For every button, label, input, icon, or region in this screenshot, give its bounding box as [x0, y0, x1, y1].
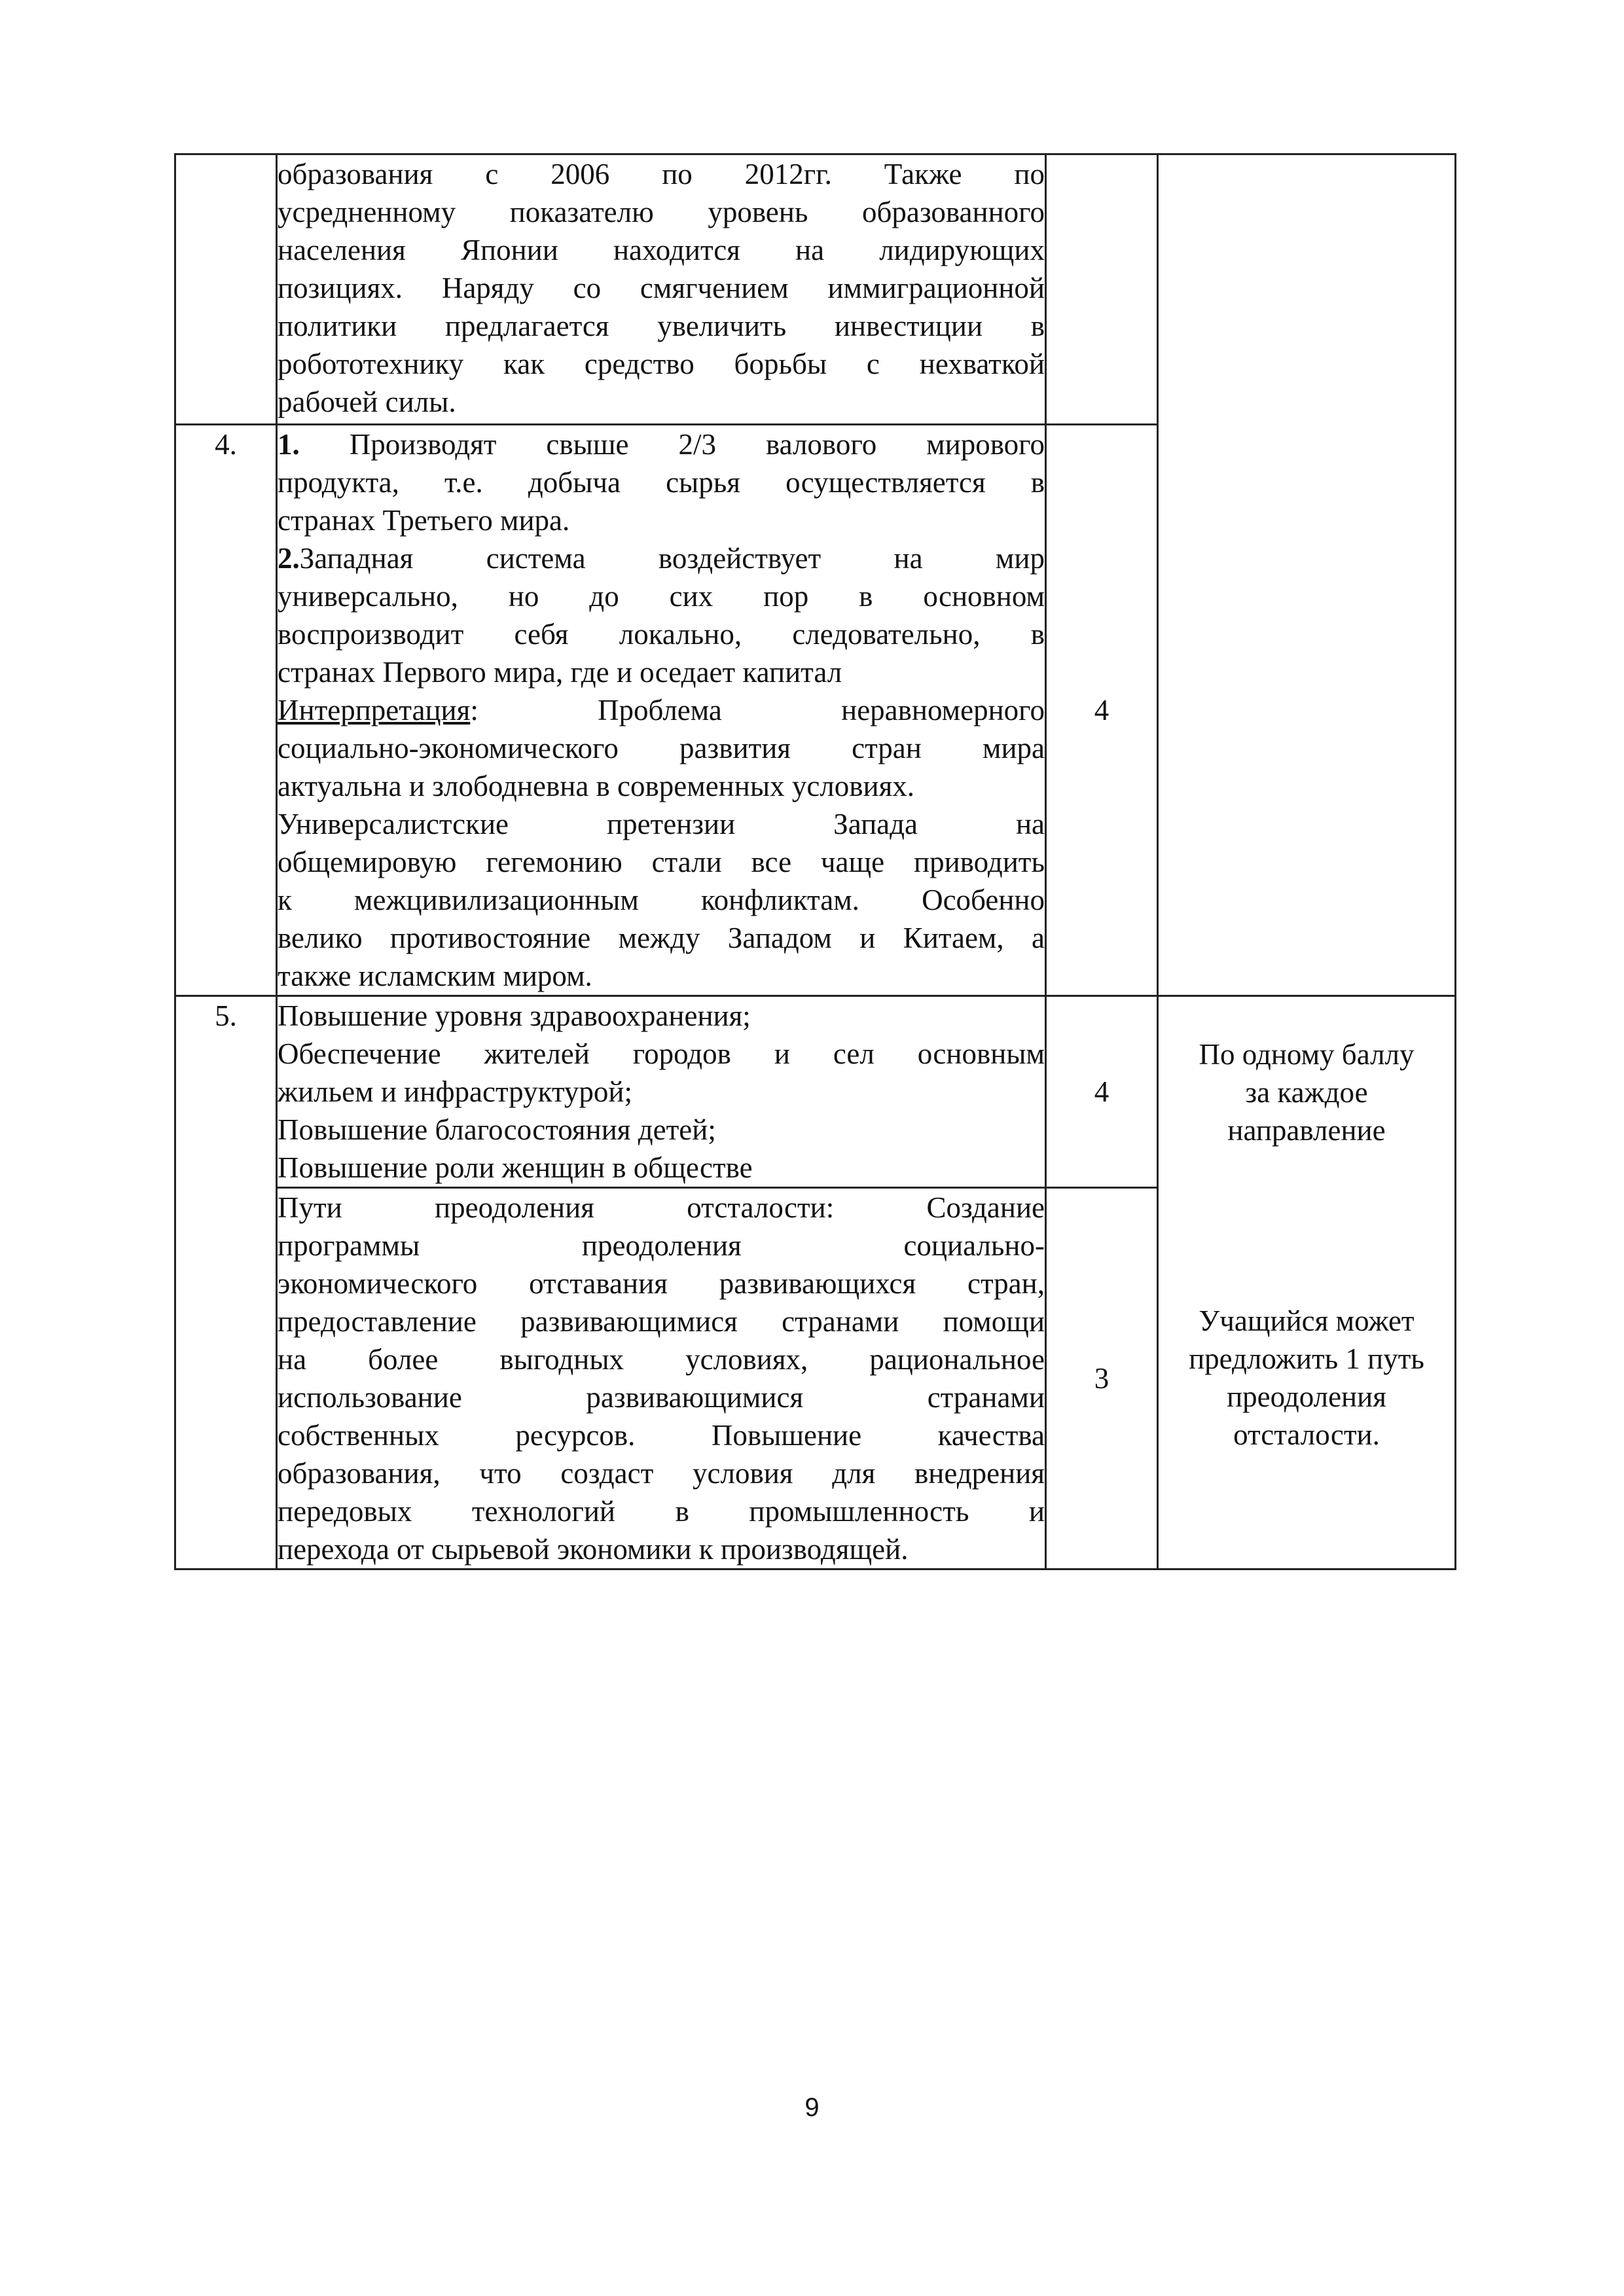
text-line: странах Первого мира, где и оседает капитал: [278, 656, 842, 689]
answer-text-cell: [277, 425, 1046, 996]
text-line: использование развивающимися странами: [278, 1381, 1045, 1414]
item-marker: 2.: [278, 542, 300, 575]
table-row: [175, 996, 1456, 1188]
criteria-line: преодоления: [1227, 1380, 1386, 1414]
text-line: воспроизводит себя локально, следовательно, в: [278, 618, 1045, 651]
text-line: Повышение благосостояния детей;: [278, 1113, 716, 1146]
answer-text-cell: [277, 154, 1046, 425]
row-number-cell: [175, 154, 277, 425]
text-line: населения Японии находится на лидирующих: [278, 234, 1045, 266]
text-line: рабочей силы.: [278, 386, 456, 418]
text-line: робототехнику как средство борьбы с нехваткой: [278, 348, 1045, 380]
points-cell: 4: [1046, 996, 1158, 1188]
text-line: общемировую гегемонию стали все чаще приводить: [278, 846, 1045, 878]
text-line: на более выгодных условиях, рациональное: [278, 1343, 1045, 1376]
text-line: к межцивилизационным конфликтам. Особенно: [278, 884, 1045, 916]
text-line: Повышение уровня здравоохранения;: [278, 999, 751, 1032]
text-line: социально-экономического развития стран мира: [278, 732, 1045, 764]
points-cell: 3: [1046, 1188, 1158, 1570]
text-line: актуальна и злободневна в современных условиях.: [278, 770, 915, 802]
text-line: образования с 2006 по 2012гг. Также по: [278, 158, 1045, 190]
text-line: передовых технологий в промышленность и: [278, 1495, 1045, 1528]
text-line: [278, 539, 1045, 577]
text-line: позициях. Наряду со смягчением иммиграционной: [278, 272, 1045, 304]
criteria-line: По одному баллу: [1199, 1037, 1415, 1071]
text-line: также исламским миром.: [278, 960, 592, 992]
table-row: [175, 1188, 1456, 1570]
text-line: странах Третьего мира.: [278, 504, 570, 537]
grading-table: [174, 153, 1456, 1570]
text-line: [278, 691, 1045, 729]
answer-text-cell: [277, 1188, 1046, 1570]
text-line: универсально, но до сих пор в основном: [278, 580, 1045, 613]
criteria-cell: [1158, 1188, 1456, 1570]
text-line: перехода от сырьевой экономики к производящей.: [278, 1533, 909, 1566]
text-line: политики предлагается увеличить инвестиции в: [278, 310, 1045, 342]
text-line: образования, что создаст условия для внедрения: [278, 1457, 1045, 1490]
page-number: 9: [804, 2093, 820, 2122]
text-line: [278, 425, 1045, 463]
text-line: Универсалистские претензии Запада на: [278, 808, 1045, 840]
criteria-cell: [1158, 154, 1456, 996]
text-fragment: Западная система воздействует на мир: [299, 542, 1045, 575]
text-line: усредненному показателю уровень образованного: [278, 196, 1045, 228]
text-line: собственных ресурсов. Повышение качества: [278, 1419, 1045, 1452]
row-number-cell: 5.: [175, 996, 277, 1570]
text-line: Повышение роли женщин в обществе: [278, 1151, 753, 1184]
text-line: велико противостояние между Западом и Китаем, а: [278, 922, 1045, 954]
text-line: экономического отставания развивающихся стран,: [278, 1267, 1045, 1300]
points-cell: [1046, 154, 1158, 425]
text-line: Обеспечение жителей городов и сел основным: [278, 1037, 1045, 1070]
row-number-cell: 4.: [175, 425, 277, 996]
text-line: продукта, т.е. добыча сырья осуществляется в: [278, 466, 1045, 499]
criteria-line: отсталости.: [1233, 1418, 1380, 1452]
text-line: предоставление развивающимися странами помощи: [278, 1305, 1045, 1338]
interpretation-label: Интерпретация: [278, 694, 471, 726]
criteria-line: предложить 1 путь: [1189, 1342, 1424, 1376]
text-line: Пути преодоления отсталости: Создание: [278, 1191, 1045, 1224]
answer-text-cell: [277, 996, 1046, 1188]
text-line: программы преодоления социально-: [278, 1229, 1045, 1262]
text-fragment: : Проблема неравномерного: [470, 694, 1045, 726]
criteria-line: Учащийся может: [1199, 1304, 1415, 1338]
text-line: жильем и инфраструктурой;: [278, 1075, 632, 1108]
table-row: [175, 154, 1456, 425]
points-cell: 4: [1046, 425, 1158, 996]
criteria-line: направление: [1227, 1113, 1386, 1147]
text-fragment: Производят свыше 2/3 валового мирового: [299, 428, 1045, 461]
criteria-cell: [1158, 996, 1456, 1188]
criteria-line: за каждое: [1245, 1075, 1368, 1109]
item-marker: 1.: [278, 428, 300, 461]
